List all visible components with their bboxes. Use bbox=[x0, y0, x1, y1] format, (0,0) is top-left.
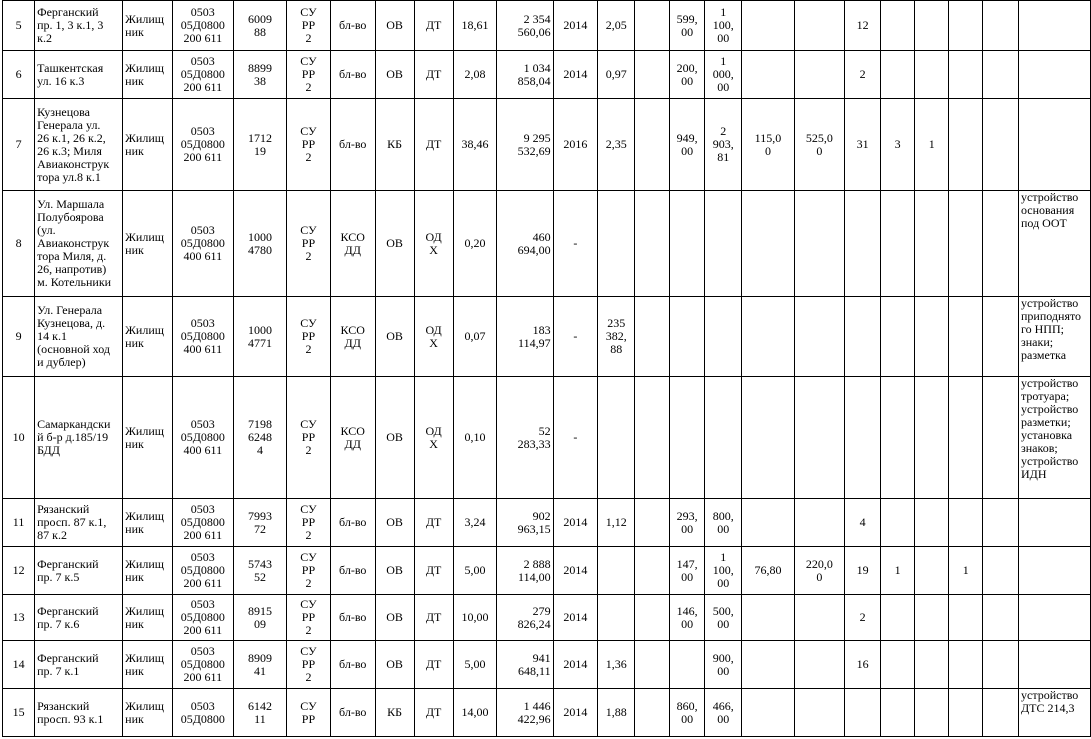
note-cell bbox=[1019, 99, 1091, 191]
note-cell: устройство ДТС 214,3 bbox=[1019, 689, 1091, 737]
category-cell: КБ bbox=[375, 689, 414, 737]
work-kind-cell: бл-во bbox=[330, 1, 375, 51]
value-cell-8 bbox=[881, 51, 915, 99]
value-cell-6 bbox=[794, 297, 845, 377]
object-class-cell: ДТ bbox=[414, 641, 453, 689]
address-cell: Ташкентская ул. 16 к.3 bbox=[35, 51, 123, 99]
work-kind-cell: КСО ДД bbox=[330, 297, 375, 377]
object-id-cell: 8915 09 bbox=[233, 595, 286, 641]
value-cell-5 bbox=[742, 51, 794, 99]
value-cell-6 bbox=[794, 51, 845, 99]
value-cell-10 bbox=[949, 595, 983, 641]
value-cell-3: 200, 00 bbox=[670, 51, 705, 99]
value-cell-8 bbox=[881, 689, 915, 737]
value-cell-9 bbox=[915, 547, 949, 595]
table-row bbox=[3, 1, 1091, 51]
value-cell-10 bbox=[949, 499, 983, 547]
value-cell-11 bbox=[983, 99, 1019, 191]
value-cell-7: 31 bbox=[845, 99, 881, 191]
year-cell: 2014 bbox=[553, 547, 598, 595]
object-id-cell: 1000 4780 bbox=[233, 191, 286, 297]
work-kind-cell: бл-во bbox=[330, 595, 375, 641]
owner-type-cell: Жилищ ник bbox=[123, 51, 173, 99]
value-cell-1: 2,05 bbox=[598, 1, 635, 51]
value-cell-7: 19 bbox=[845, 547, 881, 595]
address-cell: Ул. Маршала Полубоярова (ул. Авиаконструк тора Миля, д. 26, напротив) м. Котельники bbox=[35, 191, 123, 297]
value-cell-3: 293, 00 bbox=[670, 499, 705, 547]
owner-type-cell: Жилищ ник bbox=[123, 99, 173, 191]
value-cell-1: 2,35 bbox=[598, 99, 635, 191]
amount-cell: 1 034 858,04 bbox=[497, 51, 553, 99]
value-cell-5 bbox=[742, 595, 794, 641]
value-cell-4: 2 903, 81 bbox=[705, 99, 742, 191]
value-cell-9 bbox=[915, 297, 949, 377]
year-cell: - bbox=[553, 297, 598, 377]
value-cell-4: 1 100, 00 bbox=[705, 1, 742, 51]
area-cell: 5,00 bbox=[453, 547, 497, 595]
category-cell: ОВ bbox=[375, 51, 414, 99]
value-cell-4: 500, 00 bbox=[705, 595, 742, 641]
value-cell-4 bbox=[705, 191, 742, 297]
value-cell-2 bbox=[635, 297, 670, 377]
value-cell-8 bbox=[881, 499, 915, 547]
object-class-cell: ДТ bbox=[414, 499, 453, 547]
note-cell: устройство приподнято го НПП; знаки; разметка bbox=[1019, 297, 1091, 377]
owner-type-cell: Жилищ ник bbox=[123, 547, 173, 595]
object-class-cell: ДТ bbox=[414, 689, 453, 737]
table-row bbox=[3, 547, 1091, 595]
address-cell: Кузнецова Генерала ул. 26 к.1, 26 к.2, 26 к.3; Миля Авиаконструк тора ул.8 к.1 bbox=[35, 99, 123, 191]
value-cell-1 bbox=[598, 377, 635, 499]
owner-type-cell: Жилищ ник bbox=[123, 297, 173, 377]
value-cell-8 bbox=[881, 1, 915, 51]
area-cell: 10,00 bbox=[453, 595, 497, 641]
work-kind-cell: КСО ДД bbox=[330, 377, 375, 499]
year-cell: - bbox=[553, 191, 598, 297]
category-cell: ОВ bbox=[375, 499, 414, 547]
amount-cell: 2 888 114,00 bbox=[497, 547, 553, 595]
value-cell-2 bbox=[635, 595, 670, 641]
category-cell: ОВ bbox=[375, 1, 414, 51]
row-number: 9 bbox=[3, 297, 35, 377]
area-cell: 14,00 bbox=[453, 689, 497, 737]
note-cell: устройство тротуара; устройство разметки; установка знаков; устройство ИДН bbox=[1019, 377, 1091, 499]
value-cell-7 bbox=[845, 297, 881, 377]
value-cell-9 bbox=[915, 377, 949, 499]
value-cell-1: 1,12 bbox=[598, 499, 635, 547]
value-cell-10 bbox=[949, 1, 983, 51]
value-cell-1 bbox=[598, 191, 635, 297]
value-cell-2 bbox=[635, 641, 670, 689]
area-cell: 18,61 bbox=[453, 1, 497, 51]
amount-cell: 902 963,15 bbox=[497, 499, 553, 547]
address-cell: Ферганский пр. 7 к.5 bbox=[35, 547, 123, 595]
value-cell-5 bbox=[742, 297, 794, 377]
address-cell: Самаркандски й б-р д.185/19 БДД bbox=[35, 377, 123, 499]
address-cell: Ул. Генерала Кузнецова, д. 14 к.1 (основной ход и дублер) bbox=[35, 297, 123, 377]
value-cell-2 bbox=[635, 377, 670, 499]
owner-type-cell: Жилищ ник bbox=[123, 595, 173, 641]
amount-cell: 183 114,97 bbox=[497, 297, 553, 377]
value-cell-11 bbox=[983, 191, 1019, 297]
value-cell-10: 1 bbox=[949, 547, 983, 595]
value-cell-11 bbox=[983, 499, 1019, 547]
value-cell-11 bbox=[983, 297, 1019, 377]
owner-type-cell: Жилищ ник bbox=[123, 1, 173, 51]
area-cell: 5,00 bbox=[453, 641, 497, 689]
value-cell-6 bbox=[794, 1, 845, 51]
work-kind-cell: бл-во bbox=[330, 641, 375, 689]
object-id-cell: 5743 52 bbox=[233, 547, 286, 595]
category-cell: КБ bbox=[375, 99, 414, 191]
work-kind-cell: бл-во bbox=[330, 499, 375, 547]
area-cell: 2,08 bbox=[453, 51, 497, 99]
owner-type-cell: Жилищ ник bbox=[123, 499, 173, 547]
object-class-cell: ОД Х bbox=[414, 297, 453, 377]
value-cell-2 bbox=[635, 547, 670, 595]
budget-code-cell: 0503 05Д0800 200 611 bbox=[172, 547, 233, 595]
address-cell: Рязанский просп. 93 к.1 bbox=[35, 689, 123, 737]
value-cell-11 bbox=[983, 1, 1019, 51]
value-cell-4: 1 100, 00 bbox=[705, 547, 742, 595]
address-cell: Ферганский пр. 1, 3 к.1, 3 к.2 bbox=[35, 1, 123, 51]
value-cell-11 bbox=[983, 689, 1019, 737]
object-id-cell: 8899 38 bbox=[233, 51, 286, 99]
amount-cell: 279 826,24 bbox=[497, 595, 553, 641]
object-id-cell: 1000 4771 bbox=[233, 297, 286, 377]
row-number: 14 bbox=[3, 641, 35, 689]
value-cell-8 bbox=[881, 641, 915, 689]
note-cell bbox=[1019, 595, 1091, 641]
object-class-cell: ДТ bbox=[414, 595, 453, 641]
row-number: 12 bbox=[3, 547, 35, 595]
table-row bbox=[3, 191, 1091, 297]
value-cell-5 bbox=[742, 499, 794, 547]
objects-table bbox=[2, 0, 1091, 737]
year-cell: 2014 bbox=[553, 51, 598, 99]
object-class-cell: ОД Х bbox=[414, 377, 453, 499]
value-cell-6: 525,0 0 bbox=[794, 99, 845, 191]
table-row bbox=[3, 377, 1091, 499]
value-cell-9 bbox=[915, 595, 949, 641]
value-cell-7: 4 bbox=[845, 499, 881, 547]
owner-type-cell: Жилищ ник bbox=[123, 377, 173, 499]
value-cell-8: 1 bbox=[881, 547, 915, 595]
value-cell-7 bbox=[845, 689, 881, 737]
value-cell-7: 2 bbox=[845, 595, 881, 641]
budget-code-cell: 0503 05Д0800 400 611 bbox=[172, 297, 233, 377]
table-row bbox=[3, 297, 1091, 377]
value-cell-10 bbox=[949, 689, 983, 737]
amount-cell: 460 694,00 bbox=[497, 191, 553, 297]
value-cell-11 bbox=[983, 547, 1019, 595]
amount-cell: 1 446 422,96 bbox=[497, 689, 553, 737]
note-cell bbox=[1019, 547, 1091, 595]
category-cell: ОВ bbox=[375, 191, 414, 297]
budget-code-cell: 0503 05Д0800 200 611 bbox=[172, 499, 233, 547]
organization-cell: СУ РР 2 bbox=[287, 51, 331, 99]
year-cell: 2014 bbox=[553, 499, 598, 547]
category-cell: ОВ bbox=[375, 297, 414, 377]
value-cell-9 bbox=[915, 1, 949, 51]
value-cell-5: 115,0 0 bbox=[742, 99, 794, 191]
object-class-cell: ДТ bbox=[414, 1, 453, 51]
table-row bbox=[3, 595, 1091, 641]
value-cell-7 bbox=[845, 377, 881, 499]
organization-cell: СУ РР 2 bbox=[287, 499, 331, 547]
value-cell-3 bbox=[670, 641, 705, 689]
area-cell: 38,46 bbox=[453, 99, 497, 191]
value-cell-10 bbox=[949, 51, 983, 99]
value-cell-10 bbox=[949, 377, 983, 499]
value-cell-9: 1 bbox=[915, 99, 949, 191]
budget-code-cell: 0503 05Д0800 400 611 bbox=[172, 377, 233, 499]
value-cell-10 bbox=[949, 191, 983, 297]
value-cell-11 bbox=[983, 595, 1019, 641]
row-number: 15 bbox=[3, 689, 35, 737]
value-cell-8 bbox=[881, 297, 915, 377]
area-cell: 0,20 bbox=[453, 191, 497, 297]
category-cell: ОВ bbox=[375, 377, 414, 499]
year-cell: - bbox=[553, 377, 598, 499]
organization-cell: СУ РР 2 bbox=[287, 1, 331, 51]
value-cell-11 bbox=[983, 377, 1019, 499]
object-id-cell: 1712 19 bbox=[233, 99, 286, 191]
value-cell-3: 949, 00 bbox=[670, 99, 705, 191]
table-row bbox=[3, 99, 1091, 191]
value-cell-5 bbox=[742, 377, 794, 499]
budget-code-cell: 0503 05Д0800 200 611 bbox=[172, 99, 233, 191]
value-cell-8 bbox=[881, 377, 915, 499]
value-cell-11 bbox=[983, 51, 1019, 99]
value-cell-2 bbox=[635, 499, 670, 547]
budget-code-cell: 0503 05Д0800 bbox=[172, 689, 233, 737]
table-row bbox=[3, 51, 1091, 99]
value-cell-3 bbox=[670, 377, 705, 499]
value-cell-6 bbox=[794, 641, 845, 689]
organization-cell: СУ РР 2 bbox=[287, 641, 331, 689]
budget-code-cell: 0503 05Д0800 400 611 bbox=[172, 191, 233, 297]
value-cell-2 bbox=[635, 51, 670, 99]
value-cell-4: 900, 00 bbox=[705, 641, 742, 689]
category-cell: ОВ bbox=[375, 595, 414, 641]
value-cell-9 bbox=[915, 191, 949, 297]
value-cell-10 bbox=[949, 297, 983, 377]
row-number: 5 bbox=[3, 1, 35, 51]
value-cell-2 bbox=[635, 689, 670, 737]
value-cell-9 bbox=[915, 51, 949, 99]
value-cell-3: 146, 00 bbox=[670, 595, 705, 641]
area-cell: 0,07 bbox=[453, 297, 497, 377]
value-cell-4 bbox=[705, 297, 742, 377]
value-cell-7 bbox=[845, 191, 881, 297]
value-cell-3: 599, 00 bbox=[670, 1, 705, 51]
budget-code-cell: 0503 05Д0800 200 611 bbox=[172, 1, 233, 51]
area-cell: 3,24 bbox=[453, 499, 497, 547]
table-row bbox=[3, 499, 1091, 547]
amount-cell: 9 295 532,69 bbox=[497, 99, 553, 191]
note-cell: устройство основания под ООТ bbox=[1019, 191, 1091, 297]
budget-code-cell: 0503 05Д0800 200 611 bbox=[172, 595, 233, 641]
address-cell: Ферганский пр. 7 к.1 bbox=[35, 641, 123, 689]
row-number: 10 bbox=[3, 377, 35, 499]
value-cell-4: 1 000, 00 bbox=[705, 51, 742, 99]
organization-cell: СУ РР 2 bbox=[287, 191, 331, 297]
owner-type-cell: Жилищ ник bbox=[123, 689, 173, 737]
value-cell-5 bbox=[742, 1, 794, 51]
value-cell-3 bbox=[670, 191, 705, 297]
object-id-cell: 6009 88 bbox=[233, 1, 286, 51]
address-cell: Рязанский просп. 87 к.1, 87 к.2 bbox=[35, 499, 123, 547]
note-cell bbox=[1019, 51, 1091, 99]
value-cell-6 bbox=[794, 191, 845, 297]
value-cell-5: 76,80 bbox=[742, 547, 794, 595]
row-number: 8 bbox=[3, 191, 35, 297]
organization-cell: СУ РР 2 bbox=[287, 297, 331, 377]
value-cell-3: 860, 00 bbox=[670, 689, 705, 737]
organization-cell: СУ РР 2 bbox=[287, 547, 331, 595]
value-cell-9 bbox=[915, 641, 949, 689]
work-kind-cell: КСО ДД bbox=[330, 191, 375, 297]
note-cell bbox=[1019, 499, 1091, 547]
area-cell: 0,10 bbox=[453, 377, 497, 499]
value-cell-2 bbox=[635, 191, 670, 297]
value-cell-5 bbox=[742, 689, 794, 737]
row-number: 13 bbox=[3, 595, 35, 641]
value-cell-9 bbox=[915, 499, 949, 547]
value-cell-1: 1,88 bbox=[598, 689, 635, 737]
note-cell bbox=[1019, 1, 1091, 51]
value-cell-9 bbox=[915, 689, 949, 737]
value-cell-8: 3 bbox=[881, 99, 915, 191]
organization-cell: СУ РР 2 bbox=[287, 595, 331, 641]
value-cell-1 bbox=[598, 595, 635, 641]
amount-cell: 941 648,11 bbox=[497, 641, 553, 689]
object-class-cell: ДТ bbox=[414, 51, 453, 99]
object-class-cell: ДТ bbox=[414, 547, 453, 595]
row-number: 7 bbox=[3, 99, 35, 191]
row-number: 6 bbox=[3, 51, 35, 99]
value-cell-10 bbox=[949, 641, 983, 689]
value-cell-1: 235 382, 88 bbox=[598, 297, 635, 377]
value-cell-3 bbox=[670, 297, 705, 377]
organization-cell: СУ РР 2 bbox=[287, 377, 331, 499]
value-cell-1: 1,36 bbox=[598, 641, 635, 689]
value-cell-10 bbox=[949, 99, 983, 191]
value-cell-6 bbox=[794, 595, 845, 641]
work-kind-cell: бл-во bbox=[330, 689, 375, 737]
year-cell: 2014 bbox=[553, 595, 598, 641]
work-kind-cell: бл-во bbox=[330, 547, 375, 595]
category-cell: ОВ bbox=[375, 641, 414, 689]
value-cell-6: 220,0 0 bbox=[794, 547, 845, 595]
value-cell-7: 2 bbox=[845, 51, 881, 99]
budget-code-cell: 0503 05Д0800 200 611 bbox=[172, 641, 233, 689]
year-cell: 2014 bbox=[553, 641, 598, 689]
value-cell-1: 0,97 bbox=[598, 51, 635, 99]
value-cell-5 bbox=[742, 641, 794, 689]
object-id-cell: 8909 41 bbox=[233, 641, 286, 689]
object-id-cell: 7993 72 bbox=[233, 499, 286, 547]
owner-type-cell: Жилищ ник bbox=[123, 191, 173, 297]
object-class-cell: ДТ bbox=[414, 99, 453, 191]
budget-code-cell: 0503 05Д0800 200 611 bbox=[172, 51, 233, 99]
value-cell-6 bbox=[794, 689, 845, 737]
value-cell-8 bbox=[881, 191, 915, 297]
address-cell: Ферганский пр. 7 к.6 bbox=[35, 595, 123, 641]
value-cell-4: 800, 00 bbox=[705, 499, 742, 547]
value-cell-4: 466, 00 bbox=[705, 689, 742, 737]
amount-cell: 2 354 560,06 bbox=[497, 1, 553, 51]
year-cell: 2014 bbox=[553, 1, 598, 51]
table-row bbox=[3, 689, 1091, 737]
value-cell-2 bbox=[635, 99, 670, 191]
object-id-cell: 6142 11 bbox=[233, 689, 286, 737]
year-cell: 2016 bbox=[553, 99, 598, 191]
category-cell: ОВ bbox=[375, 547, 414, 595]
value-cell-8 bbox=[881, 595, 915, 641]
value-cell-1 bbox=[598, 547, 635, 595]
organization-cell: СУ РР bbox=[287, 689, 331, 737]
value-cell-2 bbox=[635, 1, 670, 51]
value-cell-4 bbox=[705, 377, 742, 499]
value-cell-11 bbox=[983, 641, 1019, 689]
amount-cell: 52 283,33 bbox=[497, 377, 553, 499]
year-cell: 2014 bbox=[553, 689, 598, 737]
work-kind-cell: бл-во bbox=[330, 99, 375, 191]
note-cell bbox=[1019, 641, 1091, 689]
owner-type-cell: Жилищ ник bbox=[123, 641, 173, 689]
table-row bbox=[3, 641, 1091, 689]
object-id-cell: 7198 6248 4 bbox=[233, 377, 286, 499]
work-kind-cell: бл-во bbox=[330, 51, 375, 99]
organization-cell: СУ РР 2 bbox=[287, 99, 331, 191]
value-cell-7: 12 bbox=[845, 1, 881, 51]
object-class-cell: ОД Х bbox=[414, 191, 453, 297]
row-number: 11 bbox=[3, 499, 35, 547]
value-cell-5 bbox=[742, 191, 794, 297]
value-cell-7: 16 bbox=[845, 641, 881, 689]
value-cell-3: 147, 00 bbox=[670, 547, 705, 595]
value-cell-6 bbox=[794, 499, 845, 547]
value-cell-6 bbox=[794, 377, 845, 499]
